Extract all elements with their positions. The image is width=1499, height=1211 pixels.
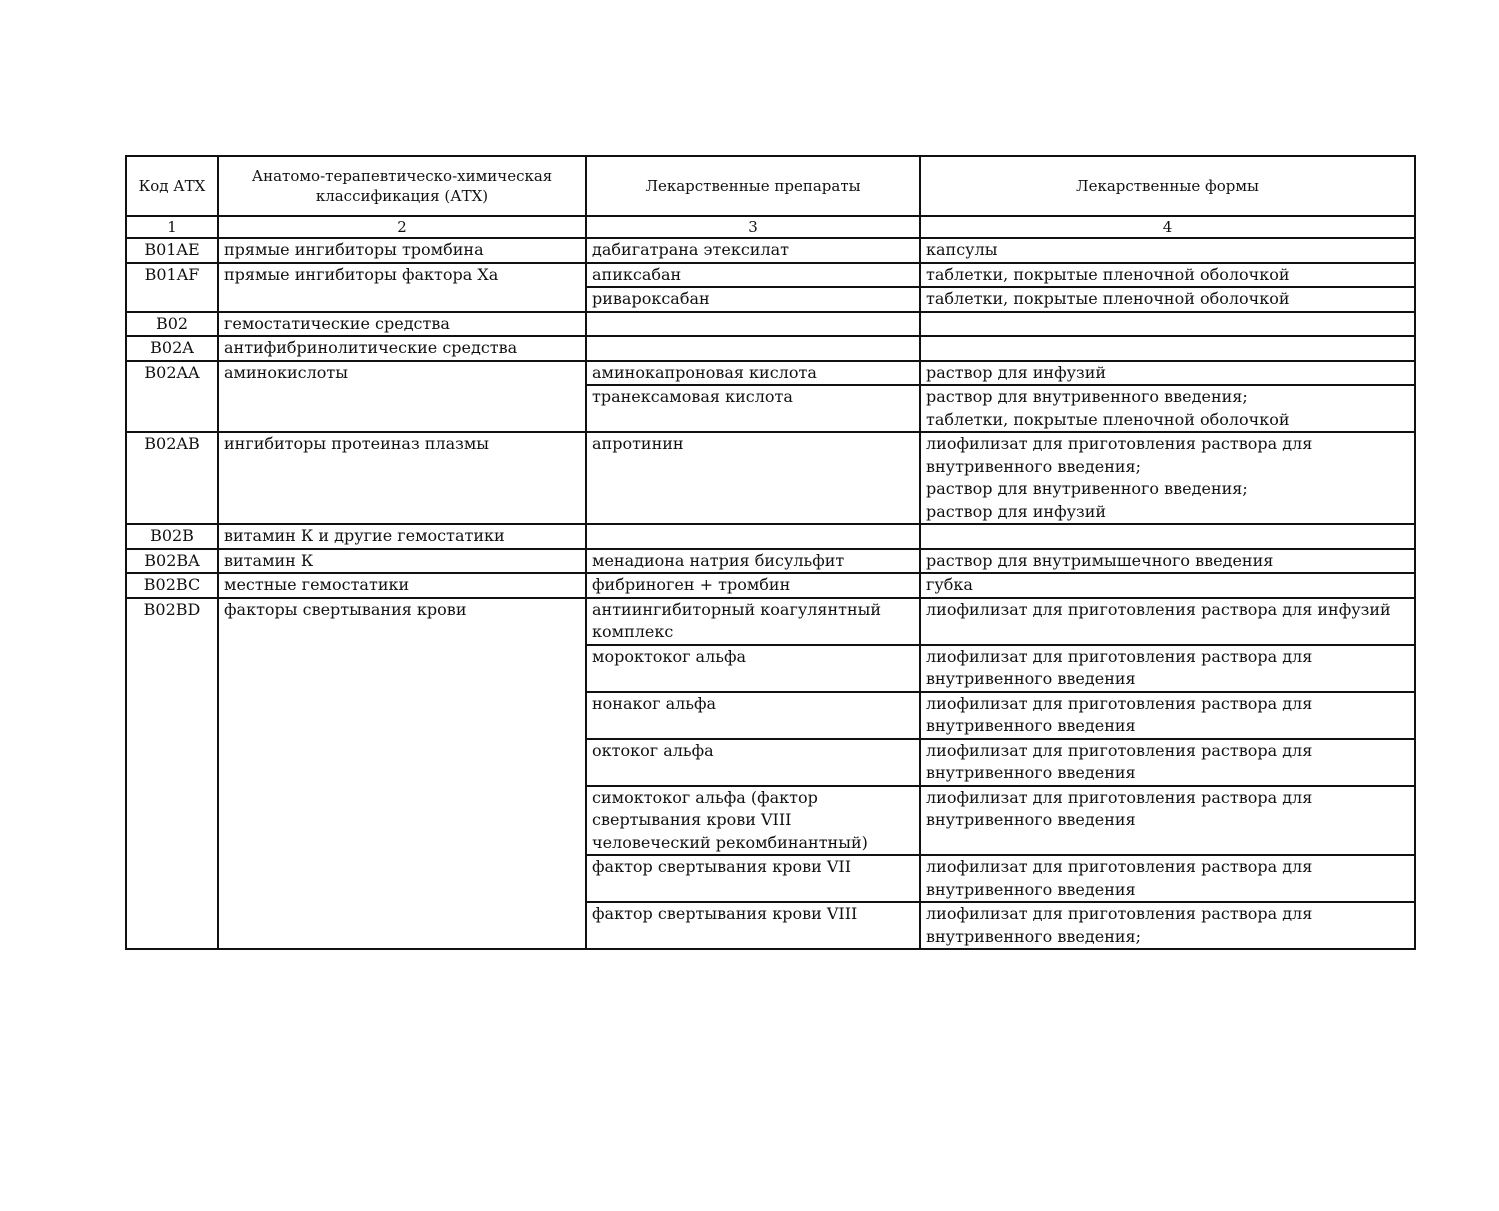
dosage-form: лиофилизат для приготовления раствора для внутривенного введения bbox=[926, 646, 1313, 688]
table-row bbox=[126, 598, 1415, 645]
dosage-form: раствор для внутривенного введения; bbox=[926, 479, 1248, 498]
dosage-forms-cell bbox=[920, 287, 1415, 312]
dosage-form: таблетки, покрытые пленочной оболочкой bbox=[926, 264, 1290, 284]
classification-cell: гемостатические средства bbox=[218, 312, 586, 337]
drug-name-cell: фибриноген + тромбин bbox=[586, 573, 920, 598]
dosage-form: лиофилизат для приготовления раствора для внутривенного введения bbox=[926, 693, 1313, 735]
dosage-forms-cell bbox=[920, 739, 1415, 786]
drug-name-cell: симоктоког альфа (фактор свертывания крови VIII человеческий рекомбинантный) bbox=[586, 786, 920, 856]
dosage-forms-cell bbox=[920, 361, 1415, 386]
drug-name-cell: нонаког альфа bbox=[586, 692, 920, 739]
dosage-form: лиофилизат для приготовления раствора для внутривенного введения bbox=[926, 857, 1313, 899]
atx-code-cell: B01AF bbox=[126, 263, 218, 312]
dosage-forms-cell bbox=[920, 786, 1415, 856]
dosage-form: таблетки, покрытые пленочной оболочкой bbox=[926, 289, 1290, 308]
dosage-forms-cell bbox=[920, 855, 1415, 902]
atx-code-cell: B02B bbox=[126, 524, 218, 549]
table-row bbox=[126, 336, 1415, 361]
dosage-form: раствор для внутримышечного введения bbox=[926, 550, 1274, 570]
classification-cell: антифибринолитические средства bbox=[218, 336, 586, 361]
dosage-forms-cell bbox=[920, 336, 1415, 361]
table-row bbox=[126, 549, 1415, 574]
dosage-form: таблетки, покрытые пленочной оболочкой bbox=[926, 409, 1290, 429]
table-row bbox=[126, 361, 1415, 386]
drug-name-cell bbox=[586, 312, 920, 337]
atx-table bbox=[125, 155, 1416, 950]
table-row bbox=[126, 524, 1415, 549]
dosage-forms-cell bbox=[920, 645, 1415, 692]
table-row bbox=[126, 312, 1415, 337]
column-number: 2 bbox=[218, 216, 586, 238]
dosage-form: капсулы bbox=[926, 240, 998, 259]
table-row bbox=[126, 432, 1415, 524]
classification-cell: прямые ингибиторы фактора Xa bbox=[218, 263, 586, 312]
drug-name-cell bbox=[586, 336, 920, 361]
dosage-form: губка bbox=[926, 575, 973, 594]
drug-name-cell: транексамовая кислота bbox=[586, 385, 920, 432]
drug-name-cell: антиингибиторный коагулянтный комплекс bbox=[586, 598, 920, 645]
header-row bbox=[126, 156, 1415, 216]
dosage-forms-cell bbox=[920, 549, 1415, 574]
dosage-forms-cell bbox=[920, 312, 1415, 337]
dosage-forms-cell bbox=[920, 598, 1415, 645]
drug-name-cell: апротинин bbox=[586, 432, 920, 524]
table-row bbox=[126, 238, 1415, 263]
table-row bbox=[126, 263, 1415, 288]
header-forms: Лекарственные формы bbox=[920, 156, 1415, 216]
drug-name-cell: фактор свертывания крови VIII bbox=[586, 902, 920, 949]
column-number: 3 bbox=[586, 216, 920, 238]
dosage-form: раствор для инфузий bbox=[926, 362, 1107, 382]
dosage-form: лиофилизат для приготовления раствора для инфузий bbox=[926, 599, 1391, 619]
classification-cell: факторы свертывания крови bbox=[218, 598, 586, 950]
dosage-form: раствор для инфузий bbox=[926, 501, 1107, 521]
dosage-forms-cell bbox=[920, 385, 1415, 432]
classification-cell: витамин К bbox=[218, 549, 586, 574]
dosage-forms-cell bbox=[920, 524, 1415, 549]
drug-name-cell: дабигатрана этексилат bbox=[586, 238, 920, 263]
drug-name-cell: аминокапроновая кислота bbox=[586, 361, 920, 386]
drug-name-cell: мороктоког альфа bbox=[586, 645, 920, 692]
drug-name-cell: менадиона натрия бисульфит bbox=[586, 549, 920, 574]
column-number: 1 bbox=[126, 216, 218, 238]
atx-code-cell: B02BA bbox=[126, 549, 218, 574]
dosage-forms-cell bbox=[920, 263, 1415, 288]
drug-name-cell: ривароксабан bbox=[586, 287, 920, 312]
dosage-forms-cell bbox=[920, 902, 1415, 949]
header-drugs: Лекарственные препараты bbox=[586, 156, 920, 216]
column-number-row bbox=[126, 216, 1415, 238]
drug-name-cell: октоког альфа bbox=[586, 739, 920, 786]
atx-code-cell: B02A bbox=[126, 336, 218, 361]
table-body bbox=[126, 238, 1415, 949]
dosage-form: лиофилизат для приготовления раствора для внутривенного введения bbox=[926, 740, 1313, 782]
dosage-form: раствор для внутривенного введения; bbox=[926, 387, 1248, 406]
atx-code-cell: B02AB bbox=[126, 432, 218, 524]
classification-cell: аминокислоты bbox=[218, 361, 586, 433]
drug-name-cell: апиксабан bbox=[586, 263, 920, 288]
dosage-form: лиофилизат для приготовления раствора для внутривенного введения; bbox=[926, 434, 1313, 476]
dosage-forms-cell bbox=[920, 573, 1415, 598]
classification-cell: витамин К и другие гемостатики bbox=[218, 524, 586, 549]
atx-code-cell: B01AE bbox=[126, 238, 218, 263]
classification-cell: местные гемостатики bbox=[218, 573, 586, 598]
atx-code-cell: B02BD bbox=[126, 598, 218, 950]
classification-cell: ингибиторы протеиназ плазмы bbox=[218, 432, 586, 524]
classification-cell: прямые ингибиторы тромбина bbox=[218, 238, 586, 263]
header-classification: Анатомо-терапевтическо-химическая классификация (АТХ) bbox=[218, 156, 586, 216]
atx-code-cell: B02AA bbox=[126, 361, 218, 433]
dosage-form: лиофилизат для приготовления раствора для внутривенного введения; bbox=[926, 904, 1313, 946]
atx-code-cell: B02BC bbox=[126, 573, 218, 598]
dosage-forms-cell bbox=[920, 432, 1415, 524]
dosage-form: лиофилизат для приготовления раствора для внутривенного введения bbox=[926, 787, 1313, 829]
header-code: Код АТХ bbox=[126, 156, 218, 216]
drug-name-cell bbox=[586, 524, 920, 549]
dosage-forms-cell bbox=[920, 692, 1415, 739]
atx-code-cell: B02 bbox=[126, 312, 218, 337]
column-number: 4 bbox=[920, 216, 1415, 238]
drug-name-cell: фактор свертывания крови VII bbox=[586, 855, 920, 902]
dosage-forms-cell bbox=[920, 238, 1415, 263]
table-row bbox=[126, 573, 1415, 598]
